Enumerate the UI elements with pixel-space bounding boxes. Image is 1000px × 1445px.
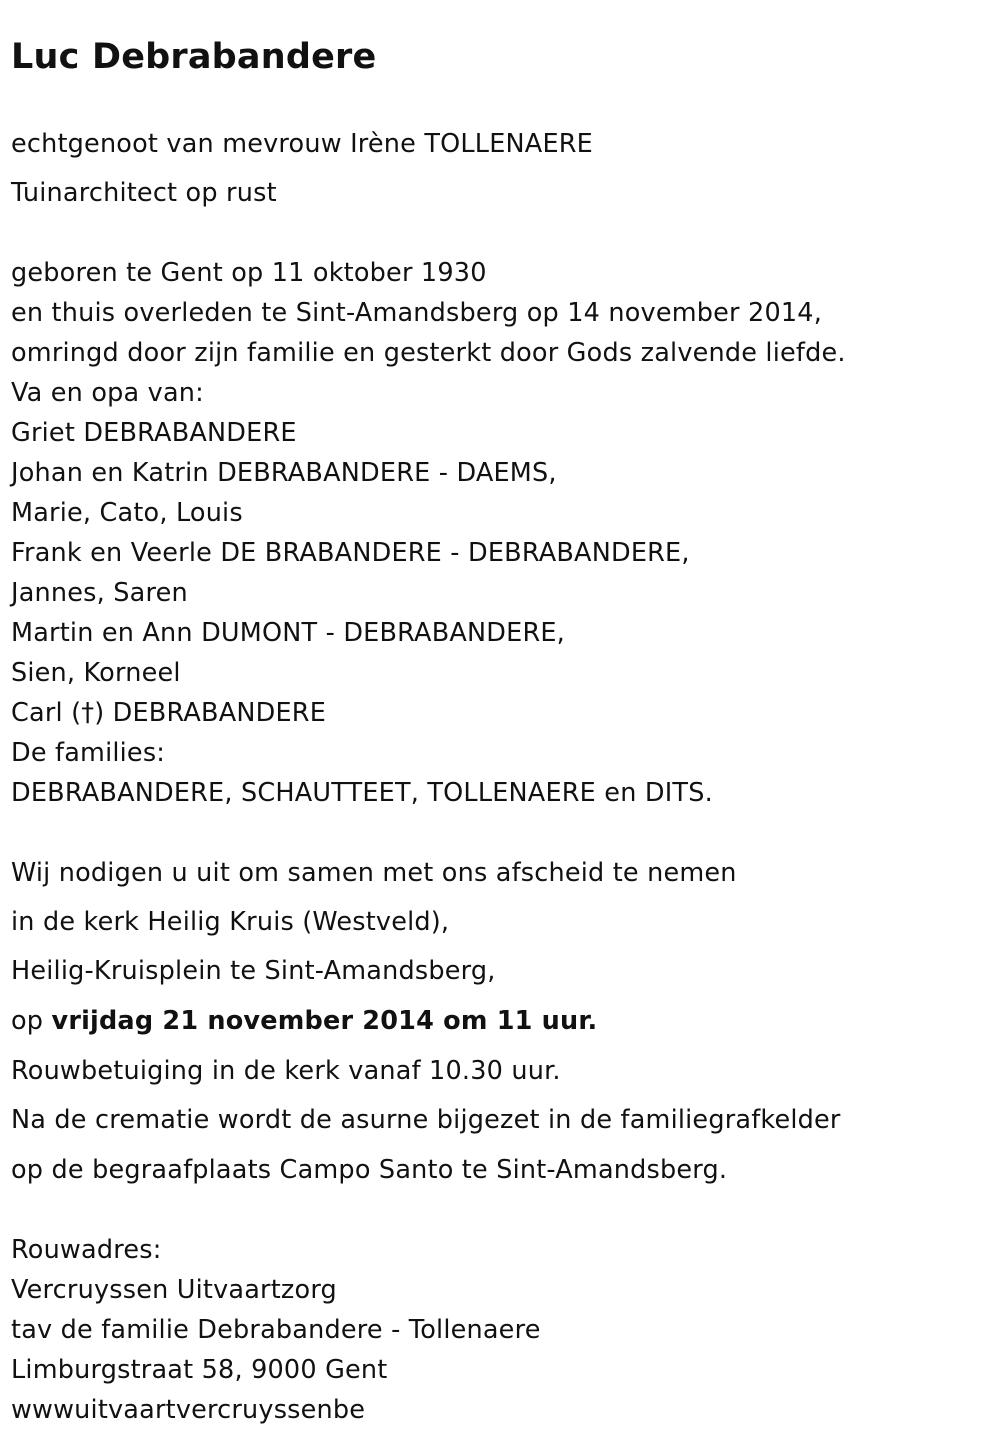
service-line xyxy=(11,1002,597,1040)
invitation-line: Heilig-Kruisplein te Sint-Amandsberg, xyxy=(11,956,496,986)
service-date: vrijdag 21 november 2014 om 11 uur. xyxy=(51,1006,598,1036)
death-line: en thuis overleden te Sint-Amandsberg op 14 november 2014, xyxy=(11,298,823,328)
invitation-line: in de kerk Heilig Kruis (Westveld), xyxy=(11,907,450,937)
address-line: Vercruyssen Uitvaartzorg xyxy=(11,1275,337,1305)
surrounded-line: omringd door zijn familie en gesterkt door Gods zalvende liefde. xyxy=(11,338,846,368)
family-member: Frank en Veerle DE BRABANDERE - DEBRABANDERE, xyxy=(11,538,690,568)
family-intro: Va en opa van: xyxy=(11,378,204,408)
families-intro: De families: xyxy=(11,738,166,768)
profession-line: Tuinarchitect op rust xyxy=(11,178,277,208)
family-member: Sien, Korneel xyxy=(11,658,181,688)
cremation-line: Na de crematie wordt de asurne bijgezet in de familiegrafkelder xyxy=(11,1105,841,1135)
family-member: Griet DEBRABANDERE xyxy=(11,418,297,448)
address-line: Limburgstraat 58, 9000 Gent xyxy=(11,1355,388,1385)
cremation-line: op de begraafplaats Campo Santo te Sint-Amandsberg. xyxy=(11,1155,728,1185)
family-member: Jannes, Saren xyxy=(11,578,188,608)
family-member: Carl (†) DEBRABANDERE xyxy=(11,698,327,728)
family-member: Marie, Cato, Louis xyxy=(11,498,243,528)
service-prefix: op xyxy=(11,1006,52,1036)
families-list: DEBRABANDERE, SCHAUTTEET, TOLLENAERE en DITS. xyxy=(11,778,713,808)
birth-line: geboren te Gent op 11 oktober 1930 xyxy=(11,258,487,288)
website-line: wwwuitvaartvercruyssenbe xyxy=(11,1395,366,1425)
spouse-line: echtgenoot van mevrouw Irène TOLLENAERE xyxy=(11,129,593,159)
deceased-name: Luc Debrabandere xyxy=(11,37,377,77)
address-label: Rouwadres: xyxy=(11,1235,162,1265)
invitation-line: Wij nodigen u uit om samen met ons afscheid te nemen xyxy=(11,858,737,888)
family-member: Johan en Katrin DEBRABANDERE - DAEMS, xyxy=(11,458,557,488)
condolences-line: Rouwbetuiging in de kerk vanaf 10.30 uur. xyxy=(11,1056,561,1086)
family-member: Martin en Ann DUMONT - DEBRABANDERE, xyxy=(11,618,565,648)
address-line: tav de familie Debrabandere - Tollenaere xyxy=(11,1315,541,1345)
